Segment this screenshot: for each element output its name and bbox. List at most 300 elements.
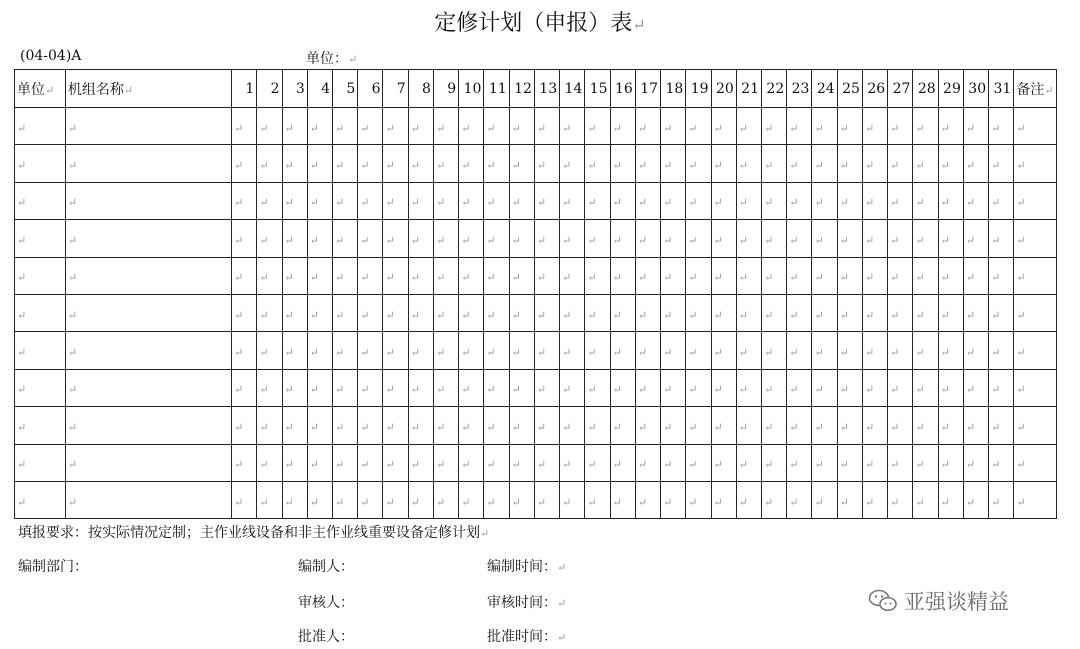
table-cell[interactable] bbox=[610, 332, 635, 369]
table-cell[interactable] bbox=[232, 182, 257, 219]
table-cell[interactable] bbox=[762, 444, 787, 481]
table-cell[interactable] bbox=[661, 332, 686, 369]
table-cell[interactable] bbox=[762, 481, 787, 518]
table-cell[interactable] bbox=[333, 145, 358, 182]
table-cell[interactable] bbox=[862, 108, 887, 145]
table-cell[interactable] bbox=[837, 369, 862, 406]
table-cell[interactable] bbox=[736, 145, 761, 182]
table-cell[interactable] bbox=[812, 145, 837, 182]
table-cell[interactable] bbox=[711, 257, 736, 294]
table-cell[interactable] bbox=[433, 182, 458, 219]
table-cell[interactable] bbox=[484, 220, 509, 257]
table-cell[interactable] bbox=[736, 257, 761, 294]
table-cell[interactable] bbox=[232, 220, 257, 257]
table-cell[interactable] bbox=[232, 407, 257, 444]
table-cell[interactable] bbox=[408, 444, 433, 481]
table-cell[interactable] bbox=[15, 182, 66, 219]
table-cell[interactable] bbox=[232, 108, 257, 145]
table-cell[interactable] bbox=[686, 407, 711, 444]
table-cell[interactable] bbox=[963, 369, 988, 406]
table-cell[interactable] bbox=[333, 108, 358, 145]
table-cell[interactable] bbox=[15, 407, 66, 444]
table-cell[interactable] bbox=[762, 407, 787, 444]
table-cell[interactable] bbox=[333, 257, 358, 294]
table-cell[interactable] bbox=[433, 369, 458, 406]
table-cell[interactable] bbox=[257, 294, 282, 331]
table-cell[interactable] bbox=[585, 332, 610, 369]
table-cell[interactable] bbox=[862, 332, 887, 369]
table-cell[interactable] bbox=[484, 332, 509, 369]
table-cell[interactable] bbox=[358, 108, 383, 145]
table-cell[interactable] bbox=[812, 220, 837, 257]
table-cell[interactable] bbox=[635, 481, 660, 518]
table-cell[interactable] bbox=[65, 294, 231, 331]
table-cell[interactable] bbox=[307, 294, 332, 331]
table-cell[interactable] bbox=[232, 145, 257, 182]
table-cell[interactable] bbox=[333, 220, 358, 257]
table-cell[interactable] bbox=[65, 257, 231, 294]
table-cell[interactable] bbox=[711, 145, 736, 182]
table-cell[interactable] bbox=[383, 182, 408, 219]
table-cell[interactable] bbox=[383, 369, 408, 406]
table-cell[interactable] bbox=[509, 332, 534, 369]
table-cell[interactable] bbox=[686, 182, 711, 219]
table-cell[interactable] bbox=[635, 369, 660, 406]
table-cell[interactable] bbox=[433, 407, 458, 444]
table-cell[interactable] bbox=[686, 369, 711, 406]
table-cell[interactable] bbox=[282, 182, 307, 219]
table-cell[interactable] bbox=[232, 332, 257, 369]
table-cell[interactable] bbox=[812, 369, 837, 406]
table-cell[interactable] bbox=[963, 332, 988, 369]
table-cell[interactable] bbox=[610, 407, 635, 444]
table-cell[interactable] bbox=[812, 182, 837, 219]
table-cell[interactable] bbox=[459, 108, 484, 145]
table-cell[interactable] bbox=[787, 444, 812, 481]
table-cell[interactable] bbox=[812, 108, 837, 145]
table-cell[interactable] bbox=[686, 108, 711, 145]
table-cell[interactable] bbox=[787, 220, 812, 257]
table-cell[interactable] bbox=[282, 145, 307, 182]
table-cell[interactable] bbox=[257, 257, 282, 294]
table-cell[interactable] bbox=[15, 108, 66, 145]
table-cell[interactable] bbox=[888, 332, 913, 369]
table-cell[interactable] bbox=[383, 332, 408, 369]
table-cell[interactable] bbox=[560, 220, 585, 257]
table-cell[interactable] bbox=[509, 220, 534, 257]
table-cell[interactable] bbox=[534, 108, 559, 145]
table-cell[interactable] bbox=[333, 294, 358, 331]
table-cell[interactable] bbox=[484, 444, 509, 481]
table-cell[interactable] bbox=[989, 257, 1014, 294]
table-cell[interactable] bbox=[307, 369, 332, 406]
table-cell[interactable] bbox=[610, 444, 635, 481]
table-cell[interactable] bbox=[65, 145, 231, 182]
table-cell[interactable] bbox=[963, 407, 988, 444]
table-cell[interactable] bbox=[762, 332, 787, 369]
table-cell[interactable] bbox=[989, 294, 1014, 331]
table-cell[interactable] bbox=[736, 108, 761, 145]
table-cell[interactable] bbox=[560, 108, 585, 145]
table-cell[interactable] bbox=[837, 108, 862, 145]
table-cell[interactable] bbox=[534, 182, 559, 219]
table-cell[interactable] bbox=[509, 145, 534, 182]
table-cell[interactable] bbox=[65, 407, 231, 444]
table-cell[interactable] bbox=[736, 444, 761, 481]
table-cell[interactable] bbox=[711, 444, 736, 481]
table-cell[interactable] bbox=[938, 444, 963, 481]
table-cell[interactable] bbox=[837, 444, 862, 481]
table-cell[interactable] bbox=[963, 182, 988, 219]
table-cell[interactable] bbox=[459, 182, 484, 219]
table-cell[interactable] bbox=[1014, 407, 1057, 444]
table-cell[interactable] bbox=[307, 481, 332, 518]
table-cell[interactable] bbox=[232, 481, 257, 518]
table-cell[interactable] bbox=[534, 444, 559, 481]
table-cell[interactable] bbox=[837, 294, 862, 331]
table-cell[interactable] bbox=[383, 444, 408, 481]
table-cell[interactable] bbox=[560, 294, 585, 331]
table-cell[interactable] bbox=[762, 294, 787, 331]
table-cell[interactable] bbox=[15, 481, 66, 518]
table-cell[interactable] bbox=[433, 332, 458, 369]
table-cell[interactable] bbox=[307, 407, 332, 444]
table-cell[interactable] bbox=[534, 257, 559, 294]
table-cell[interactable] bbox=[686, 444, 711, 481]
table-cell[interactable] bbox=[862, 294, 887, 331]
table-cell[interactable] bbox=[408, 407, 433, 444]
table-cell[interactable] bbox=[837, 257, 862, 294]
table-cell[interactable] bbox=[862, 369, 887, 406]
table-cell[interactable] bbox=[762, 369, 787, 406]
table-cell[interactable] bbox=[711, 108, 736, 145]
table-cell[interactable] bbox=[661, 145, 686, 182]
table-cell[interactable] bbox=[307, 444, 332, 481]
table-cell[interactable] bbox=[661, 444, 686, 481]
table-cell[interactable] bbox=[938, 182, 963, 219]
table-cell[interactable] bbox=[1014, 294, 1057, 331]
table-cell[interactable] bbox=[711, 182, 736, 219]
table-cell[interactable] bbox=[711, 294, 736, 331]
table-cell[interactable] bbox=[534, 220, 559, 257]
table-cell[interactable] bbox=[509, 108, 534, 145]
table-cell[interactable] bbox=[888, 145, 913, 182]
table-cell[interactable] bbox=[358, 257, 383, 294]
table-cell[interactable] bbox=[484, 145, 509, 182]
table-cell[interactable] bbox=[560, 369, 585, 406]
table-cell[interactable] bbox=[257, 369, 282, 406]
table-cell[interactable] bbox=[837, 407, 862, 444]
table-cell[interactable] bbox=[257, 145, 282, 182]
table-cell[interactable] bbox=[686, 220, 711, 257]
table-cell[interactable] bbox=[635, 257, 660, 294]
table-cell[interactable] bbox=[383, 257, 408, 294]
table-cell[interactable] bbox=[257, 182, 282, 219]
table-cell[interactable] bbox=[610, 257, 635, 294]
table-cell[interactable] bbox=[484, 182, 509, 219]
table-cell[interactable] bbox=[661, 481, 686, 518]
table-cell[interactable] bbox=[1014, 444, 1057, 481]
table-cell[interactable] bbox=[963, 444, 988, 481]
table-cell[interactable] bbox=[888, 182, 913, 219]
table-cell[interactable] bbox=[610, 369, 635, 406]
table-cell[interactable] bbox=[989, 332, 1014, 369]
table-cell[interactable] bbox=[257, 220, 282, 257]
table-cell[interactable] bbox=[433, 108, 458, 145]
table-cell[interactable] bbox=[433, 145, 458, 182]
table-cell[interactable] bbox=[282, 481, 307, 518]
table-cell[interactable] bbox=[787, 108, 812, 145]
table-cell[interactable] bbox=[913, 332, 938, 369]
table-cell[interactable] bbox=[963, 257, 988, 294]
table-cell[interactable] bbox=[459, 294, 484, 331]
table-cell[interactable] bbox=[862, 257, 887, 294]
table-cell[interactable] bbox=[509, 257, 534, 294]
table-cell[interactable] bbox=[913, 407, 938, 444]
table-cell[interactable] bbox=[812, 444, 837, 481]
table-cell[interactable] bbox=[913, 294, 938, 331]
table-cell[interactable] bbox=[610, 294, 635, 331]
table-cell[interactable] bbox=[65, 220, 231, 257]
table-cell[interactable] bbox=[862, 220, 887, 257]
table-cell[interactable] bbox=[408, 369, 433, 406]
table-cell[interactable] bbox=[635, 108, 660, 145]
table-cell[interactable] bbox=[635, 444, 660, 481]
table-cell[interactable] bbox=[484, 108, 509, 145]
table-cell[interactable] bbox=[358, 145, 383, 182]
table-cell[interactable] bbox=[610, 182, 635, 219]
table-cell[interactable] bbox=[736, 481, 761, 518]
table-cell[interactable] bbox=[307, 220, 332, 257]
table-cell[interactable] bbox=[686, 257, 711, 294]
table-cell[interactable] bbox=[534, 294, 559, 331]
table-cell[interactable] bbox=[65, 182, 231, 219]
table-cell[interactable] bbox=[989, 145, 1014, 182]
table-cell[interactable] bbox=[257, 407, 282, 444]
table-cell[interactable] bbox=[989, 407, 1014, 444]
table-cell[interactable] bbox=[1014, 145, 1057, 182]
table-cell[interactable] bbox=[15, 444, 66, 481]
table-cell[interactable] bbox=[15, 294, 66, 331]
table-cell[interactable] bbox=[787, 294, 812, 331]
table-cell[interactable] bbox=[888, 481, 913, 518]
table-cell[interactable] bbox=[585, 481, 610, 518]
table-cell[interactable] bbox=[307, 257, 332, 294]
table-cell[interactable] bbox=[837, 481, 862, 518]
table-cell[interactable] bbox=[989, 108, 1014, 145]
table-cell[interactable] bbox=[711, 220, 736, 257]
table-cell[interactable] bbox=[459, 145, 484, 182]
table-cell[interactable] bbox=[257, 108, 282, 145]
table-cell[interactable] bbox=[65, 481, 231, 518]
table-cell[interactable] bbox=[963, 108, 988, 145]
table-cell[interactable] bbox=[333, 407, 358, 444]
table-cell[interactable] bbox=[913, 481, 938, 518]
table-cell[interactable] bbox=[635, 332, 660, 369]
table-cell[interactable] bbox=[358, 182, 383, 219]
table-cell[interactable] bbox=[913, 182, 938, 219]
table-cell[interactable] bbox=[762, 108, 787, 145]
table-cell[interactable] bbox=[938, 220, 963, 257]
table-cell[interactable] bbox=[812, 294, 837, 331]
table-cell[interactable] bbox=[307, 182, 332, 219]
table-cell[interactable] bbox=[1014, 108, 1057, 145]
table-cell[interactable] bbox=[307, 108, 332, 145]
table-cell[interactable] bbox=[232, 444, 257, 481]
table-cell[interactable] bbox=[408, 481, 433, 518]
table-cell[interactable] bbox=[333, 369, 358, 406]
table-cell[interactable] bbox=[938, 369, 963, 406]
table-cell[interactable] bbox=[913, 145, 938, 182]
table-cell[interactable] bbox=[635, 220, 660, 257]
table-cell[interactable] bbox=[736, 182, 761, 219]
table-cell[interactable] bbox=[534, 481, 559, 518]
table-cell[interactable] bbox=[65, 332, 231, 369]
table-cell[interactable] bbox=[787, 257, 812, 294]
table-cell[interactable] bbox=[610, 481, 635, 518]
table-cell[interactable] bbox=[358, 294, 383, 331]
table-cell[interactable] bbox=[307, 332, 332, 369]
table-cell[interactable] bbox=[358, 407, 383, 444]
table-cell[interactable] bbox=[661, 294, 686, 331]
table-cell[interactable] bbox=[686, 481, 711, 518]
table-cell[interactable] bbox=[812, 332, 837, 369]
table-cell[interactable] bbox=[257, 481, 282, 518]
table-cell[interactable] bbox=[408, 145, 433, 182]
table-cell[interactable] bbox=[812, 407, 837, 444]
table-cell[interactable] bbox=[787, 407, 812, 444]
table-cell[interactable] bbox=[837, 145, 862, 182]
table-cell[interactable] bbox=[888, 220, 913, 257]
table-cell[interactable] bbox=[888, 257, 913, 294]
table-cell[interactable] bbox=[938, 332, 963, 369]
table-cell[interactable] bbox=[585, 182, 610, 219]
table-cell[interactable] bbox=[282, 257, 307, 294]
table-cell[interactable] bbox=[358, 332, 383, 369]
table-cell[interactable] bbox=[938, 108, 963, 145]
table-cell[interactable] bbox=[736, 294, 761, 331]
table-cell[interactable] bbox=[837, 220, 862, 257]
table-cell[interactable] bbox=[585, 220, 610, 257]
table-cell[interactable] bbox=[15, 369, 66, 406]
table-cell[interactable] bbox=[661, 369, 686, 406]
table-cell[interactable] bbox=[888, 108, 913, 145]
table-cell[interactable] bbox=[989, 220, 1014, 257]
table-cell[interactable] bbox=[282, 220, 307, 257]
table-cell[interactable] bbox=[433, 257, 458, 294]
table-cell[interactable] bbox=[257, 444, 282, 481]
table-cell[interactable] bbox=[938, 481, 963, 518]
table-cell[interactable] bbox=[913, 444, 938, 481]
table-cell[interactable] bbox=[862, 182, 887, 219]
table-cell[interactable] bbox=[459, 332, 484, 369]
table-cell[interactable] bbox=[1014, 332, 1057, 369]
table-cell[interactable] bbox=[509, 444, 534, 481]
table-cell[interactable] bbox=[585, 444, 610, 481]
table-cell[interactable] bbox=[232, 369, 257, 406]
table-cell[interactable] bbox=[787, 182, 812, 219]
table-cell[interactable] bbox=[433, 444, 458, 481]
table-cell[interactable] bbox=[938, 407, 963, 444]
table-cell[interactable] bbox=[787, 369, 812, 406]
table-cell[interactable] bbox=[509, 369, 534, 406]
table-cell[interactable] bbox=[1014, 481, 1057, 518]
table-cell[interactable] bbox=[560, 407, 585, 444]
table-cell[interactable] bbox=[383, 407, 408, 444]
table-cell[interactable] bbox=[257, 332, 282, 369]
table-cell[interactable] bbox=[509, 407, 534, 444]
table-cell[interactable] bbox=[433, 481, 458, 518]
table-cell[interactable] bbox=[383, 220, 408, 257]
table-cell[interactable] bbox=[989, 369, 1014, 406]
table-cell[interactable] bbox=[15, 220, 66, 257]
table-cell[interactable] bbox=[65, 108, 231, 145]
table-cell[interactable] bbox=[459, 481, 484, 518]
table-cell[interactable] bbox=[433, 220, 458, 257]
table-cell[interactable] bbox=[963, 220, 988, 257]
table-cell[interactable] bbox=[509, 294, 534, 331]
table-cell[interactable] bbox=[862, 407, 887, 444]
table-cell[interactable] bbox=[358, 369, 383, 406]
table-cell[interactable] bbox=[560, 182, 585, 219]
table-cell[interactable] bbox=[383, 294, 408, 331]
table-cell[interactable] bbox=[560, 145, 585, 182]
table-cell[interactable] bbox=[358, 220, 383, 257]
table-cell[interactable] bbox=[736, 407, 761, 444]
table-cell[interactable] bbox=[383, 145, 408, 182]
table-cell[interactable] bbox=[989, 481, 1014, 518]
table-cell[interactable] bbox=[661, 108, 686, 145]
table-cell[interactable] bbox=[1014, 369, 1057, 406]
table-cell[interactable] bbox=[307, 145, 332, 182]
table-cell[interactable] bbox=[484, 481, 509, 518]
table-cell[interactable] bbox=[635, 145, 660, 182]
table-cell[interactable] bbox=[282, 444, 307, 481]
table-cell[interactable] bbox=[333, 481, 358, 518]
table-cell[interactable] bbox=[282, 294, 307, 331]
table-cell[interactable] bbox=[534, 145, 559, 182]
table-cell[interactable] bbox=[837, 332, 862, 369]
table-cell[interactable] bbox=[333, 332, 358, 369]
table-cell[interactable] bbox=[282, 108, 307, 145]
table-cell[interactable] bbox=[408, 257, 433, 294]
table-cell[interactable] bbox=[938, 294, 963, 331]
table-cell[interactable] bbox=[534, 407, 559, 444]
table-cell[interactable] bbox=[408, 220, 433, 257]
table-cell[interactable] bbox=[762, 257, 787, 294]
table-cell[interactable] bbox=[333, 182, 358, 219]
table-cell[interactable] bbox=[1014, 257, 1057, 294]
table-cell[interactable] bbox=[913, 257, 938, 294]
table-cell[interactable] bbox=[635, 407, 660, 444]
table-cell[interactable] bbox=[787, 332, 812, 369]
table-cell[interactable] bbox=[459, 220, 484, 257]
table-cell[interactable] bbox=[711, 481, 736, 518]
table-cell[interactable] bbox=[913, 220, 938, 257]
table-cell[interactable] bbox=[585, 369, 610, 406]
table-cell[interactable] bbox=[408, 294, 433, 331]
table-cell[interactable] bbox=[358, 481, 383, 518]
table-cell[interactable] bbox=[862, 481, 887, 518]
table-cell[interactable] bbox=[736, 369, 761, 406]
table-cell[interactable] bbox=[635, 182, 660, 219]
table-cell[interactable] bbox=[686, 145, 711, 182]
table-cell[interactable] bbox=[333, 444, 358, 481]
table-cell[interactable] bbox=[989, 182, 1014, 219]
table-cell[interactable] bbox=[408, 108, 433, 145]
table-cell[interactable] bbox=[484, 294, 509, 331]
table-cell[interactable] bbox=[686, 332, 711, 369]
